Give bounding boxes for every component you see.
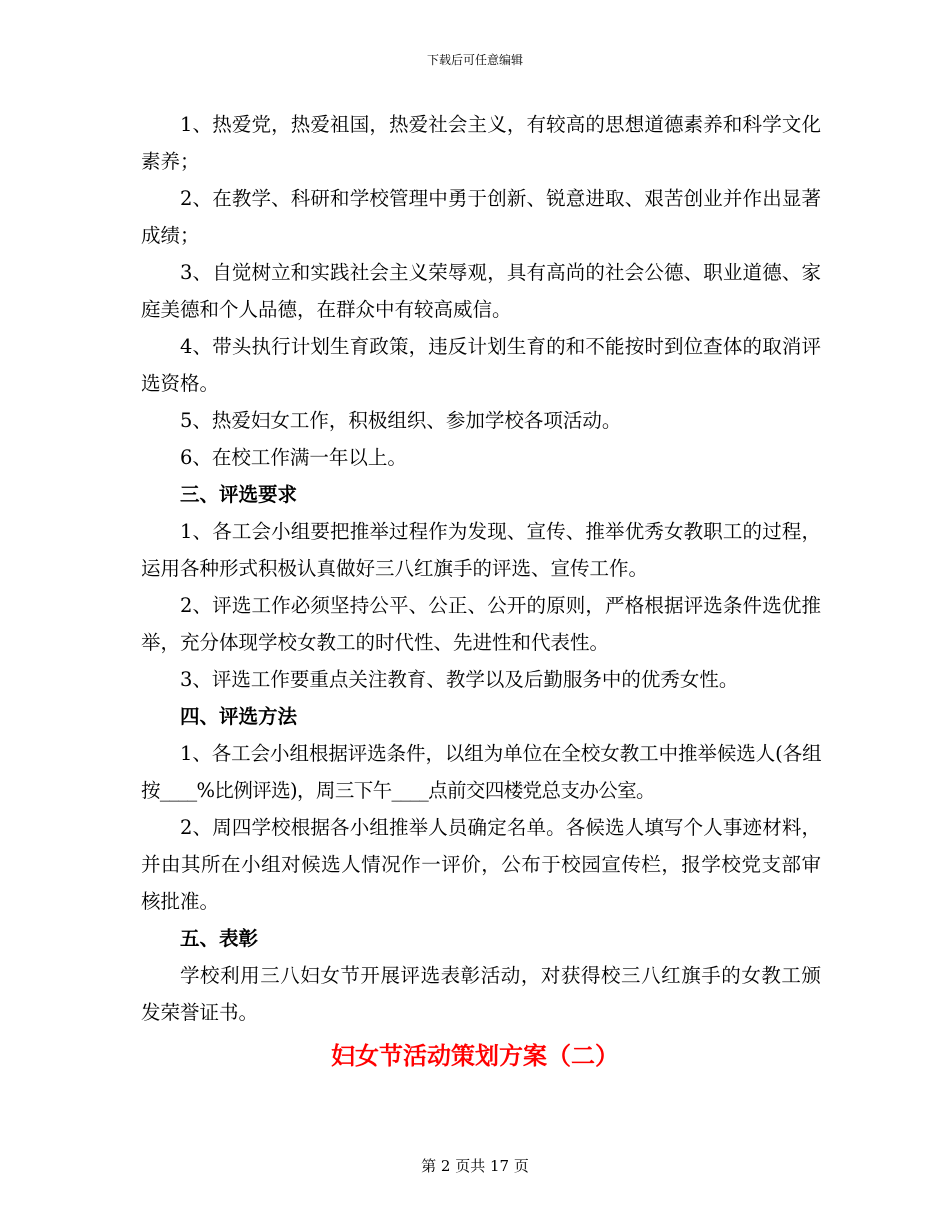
condition-item-3: 3、自觉树立和实践社会主义荣辱观，具有高尚的社会公德、职业道德、家庭美德和个人品德，在群众中有较高威信。 xyxy=(141,261,821,321)
section-heading-requirements: 三、评选要求 xyxy=(180,483,298,506)
method-item-1: 1、各工会小组根据评选条件，以组为单位在全校女教工中推举候选人(各组按____%比例评选)，周三下午____点前交四楼党总支办公室。 xyxy=(141,742,821,802)
page-header-note: 下载后可任意编辑 xyxy=(426,53,523,67)
condition-item-5: 5、热爱妇女工作，积极组织、参加学校各项活动。 xyxy=(180,409,622,432)
page-number-footer: 第 2 页共 17 页 xyxy=(421,1157,529,1175)
requirement-item-3: 3、评选工作要重点关注教育、教学以及后勤服务中的优秀女性。 xyxy=(180,668,739,691)
condition-item-2: 2、在教学、科研和学校管理中勇于创新、锐意进取、艰苦创业并作出显著成绩； xyxy=(141,187,821,247)
method-item-2: 2、周四学校根据各小组推举人员确定名单。各候选人填写个人事迹材料，并由其所在小组对候选人情况作一评价，公布于校园宣传栏，报学校党支部审核批准。 xyxy=(141,816,821,913)
section-heading-method: 四、评选方法 xyxy=(180,705,298,728)
requirement-item-1: 1、各工会小组要把推举过程作为发现、宣传、推举优秀女教职工的过程，运用各种形式积极认真做好三八红旗手的评选、宣传工作。 xyxy=(141,520,821,580)
section-heading-commendation: 五、表彰 xyxy=(180,927,259,950)
document-body xyxy=(141,106,821,1031)
condition-item-1: 1、热爱党，热爱祖国，热爱社会主义，有较高的思想道德素养和科学文化素养； xyxy=(141,113,821,173)
commendation-text: 学校利用三八妇女节开展评选表彰活动，对获得校三八红旗手的女教工颁发荣誉证书。 xyxy=(141,964,821,1024)
requirement-item-2: 2、评选工作必须坚持公平、公正、公开的原则，严格根据评选条件选优推举，充分体现学校女教工的时代性、先进性和代表性。 xyxy=(141,594,821,654)
condition-item-6: 6、在校工作满一年以上。 xyxy=(180,446,407,469)
section-title: 妇女节活动策划方案（二） xyxy=(331,1041,619,1070)
condition-item-4: 4、带头执行计划生育政策，违反计划生育的和不能按时到位查体的取消评选资格。 xyxy=(141,335,821,395)
